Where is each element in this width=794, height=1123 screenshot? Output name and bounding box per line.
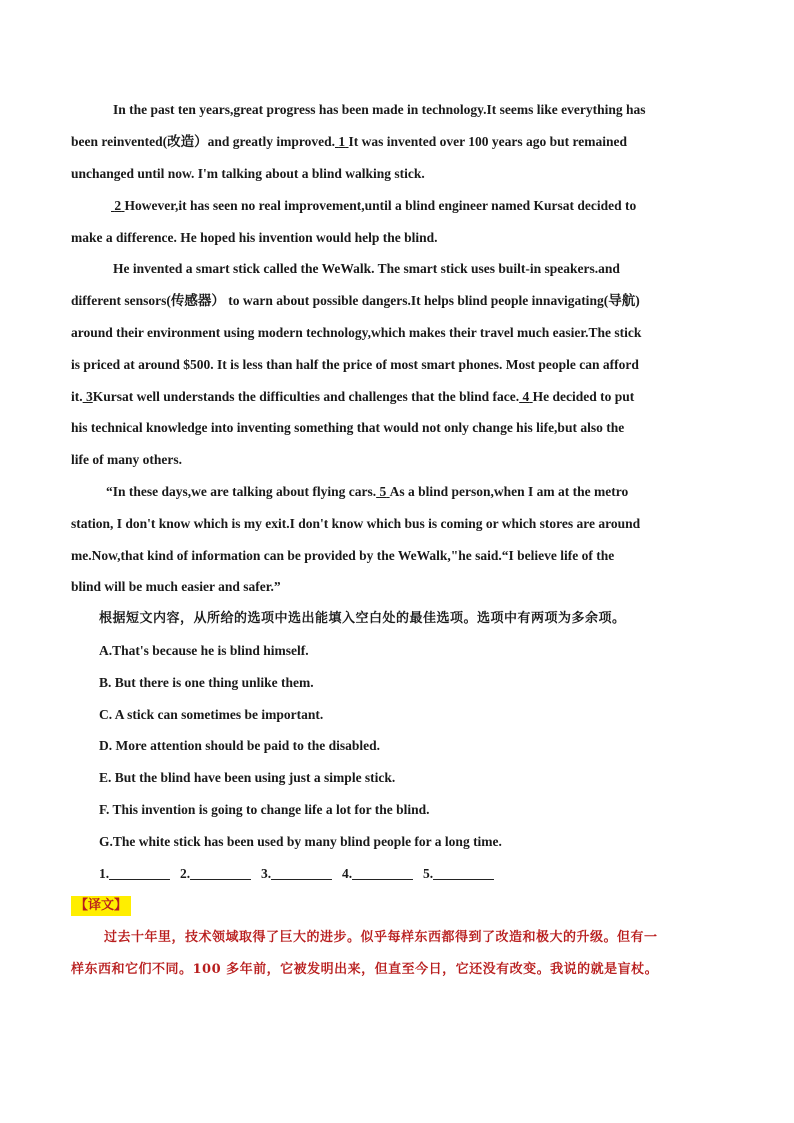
passage-p1-line1: In the past ten years,great progress has been made in technology.It seems like everything has: [113, 102, 646, 117]
passage-p1-line3: unchanged until now. I'm talking about a blind walking stick.: [71, 166, 425, 181]
translation-line2: 样东西和它们不同。100 多年前，它被发明出来，但直至今日，它还没有改变。我说的就是盲杖。: [71, 962, 659, 977]
passage-text: been reinvented(改造）and greatly improved.: [71, 134, 335, 149]
blank-4: 4: [522, 389, 530, 404]
blank-3: 3: [86, 389, 93, 404]
translation-tag: 【译文】: [71, 896, 131, 916]
translation-line1: 过去十年里，技术领域取得了巨大的进步。似乎每样东西都得到了改造和极大的升级。但有一: [104, 930, 658, 945]
instruction-text: 根据短文内容，从所给的选项中选出能填入空白处的最佳选项。选项中有两项为多余项。: [99, 611, 626, 626]
passage-text: “In these days,we are talking about flying cars.: [106, 484, 377, 499]
passage-p4-line2: station, I don't know which is my exit.I don't know which bus is coming or which stores are around: [71, 516, 641, 531]
option-d: D. More attention should be paid to the disabled.: [99, 738, 381, 753]
option-e: E. But the blind have been using just a simple stick.: [99, 770, 396, 785]
option-f: F. This invention is going to change life a lot for the blind.: [99, 802, 430, 817]
passage-text: However,it has seen no real improvement,until a blind engineer named Kursat decided to: [124, 198, 637, 213]
option-c: C. A stick can sometimes be important.: [99, 707, 324, 722]
passage-p3-line7: life of many others.: [71, 452, 182, 467]
blank-2: 2: [114, 198, 122, 213]
passage-p3-line5: [71, 388, 634, 406]
passage-text: As a blind person,when I am at the metro: [389, 484, 629, 499]
passage-p3-line4: is priced at around $500. It is less than half the price of most smart phones. Most people can afford: [71, 357, 639, 372]
passage-text: it.: [71, 389, 83, 404]
option-g: G.The white stick has been used by many blind people for a long time.: [99, 834, 502, 849]
passage-p3-line6: his technical knowledge into inventing something that would not only change his life,but also the: [71, 420, 625, 435]
passage-p2-line1: [111, 197, 636, 215]
blank-5: 5: [379, 484, 387, 499]
passage-p3-line2: different sensors(传感器） to warn about possible dangers.It helps blind people innavigating(导航): [71, 293, 640, 308]
passage-p2-line2: make a difference. He hoped his invention would help the blind.: [71, 230, 438, 245]
passage-text: It was invented over 100 years ago but remained: [348, 134, 627, 149]
passage-p3-line1: He invented a smart stick called the WeWalk. The smart stick uses built-in speakers.and: [113, 261, 620, 276]
option-a: A.That's because he is blind himself.: [99, 643, 309, 658]
answer-blanks: 1._________ 2._________ 3._________ 4._________ 5._________: [99, 866, 494, 881]
passage-p1-line2: [71, 133, 627, 151]
blank-1: 1: [338, 134, 346, 149]
passage-text: He decided to put: [532, 389, 635, 404]
passage-p4-line3: me.Now,that kind of information can be provided by the WeWalk,"he said.“I believe life of the: [71, 548, 615, 563]
passage-text: Kursat well understands the difficulties and challenges that the blind face.: [92, 389, 520, 404]
option-b: B. But there is one thing unlike them.: [99, 675, 314, 690]
passage-p4-line4: blind will be much easier and safer.”: [71, 579, 281, 594]
passage-p3-line3: around their environment using modern technology,which makes their travel much easier.The stick: [71, 325, 642, 340]
passage-p4-line1: [106, 483, 628, 501]
